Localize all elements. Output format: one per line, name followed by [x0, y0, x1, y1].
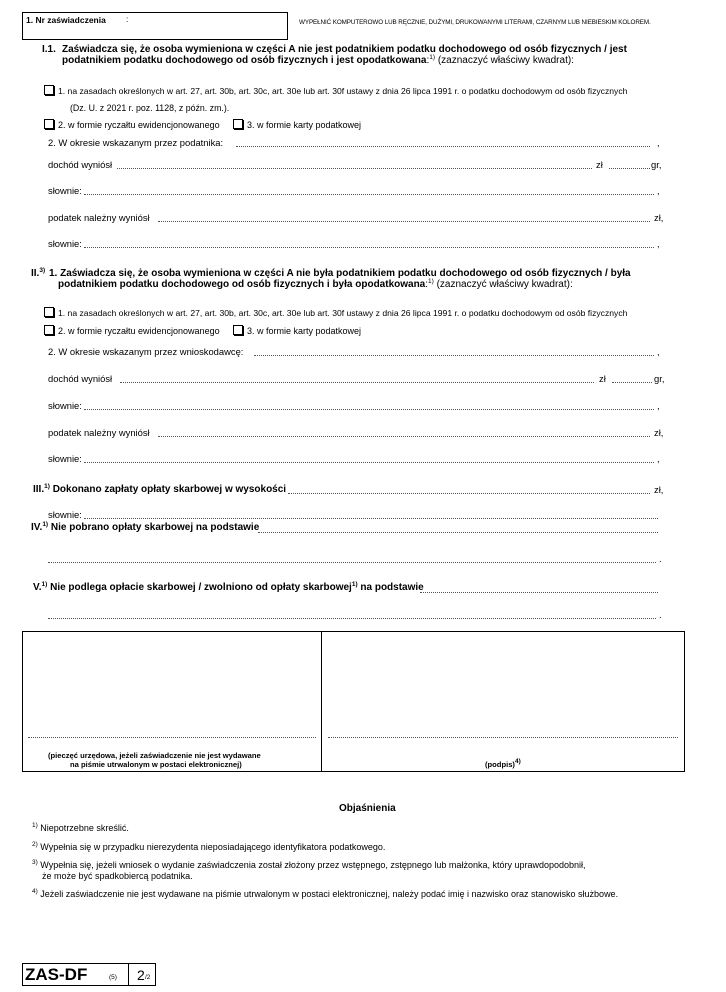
checkbox-icon[interactable]: [44, 325, 54, 335]
section5-basis-field-2[interactable]: [48, 618, 656, 619]
signature-line[interactable]: [328, 737, 678, 738]
filling-instruction: WYPEŁNIĆ KOMPUTEROWO LUB RĘCZNIE, DUŻYMI, DRUKOWANYMI LITERAMI, CZARNYM LUB NIEBIESKIM KOLOREM.: [299, 19, 651, 26]
stamp-caption-line1: (pieczęć urzędowa, jeżeli zaświadczenie nie jest wydawane: [48, 751, 261, 760]
section1-tax-label: podatek należny wyniósł: [48, 212, 150, 223]
section1-option3[interactable]: 3. w formie karty podatkowej: [233, 119, 361, 130]
stamp-line: [28, 737, 316, 738]
section1-option2[interactable]: 2. w formie ryczałtu ewidencjonowanego: [44, 119, 220, 130]
signature-box: [321, 631, 685, 772]
section3-words-field[interactable]: [84, 518, 658, 519]
checkbox-icon[interactable]: [233, 119, 243, 129]
note-item: $^{3)}$ Wypełnia się, jeżeli wniosek o wydanie zaświadczenia został złożony przez wstępnego, zstępnego lub małżonka, który uprawdopodobnił,: [32, 859, 586, 870]
stamp-caption-line2: na piśmie utrwalonym w postaci elektronicznej): [70, 760, 242, 769]
section2-option1[interactable]: 1. na zasadach określonych w art. 27, art. 30b, art. 30c, art. 30e lub art. 30f ustawy z dnia 26 lipca 1991 r. o podatku dochodowym od osób fizycznych: [44, 307, 627, 318]
section2-words1-label: słownie:: [48, 400, 82, 411]
note-item: $^{1)}$ Niepotrzebne skreślić.: [32, 822, 129, 833]
page-number: 2: [137, 967, 145, 983]
section2-tax-field[interactable]: [158, 436, 650, 437]
section1-words1-field[interactable]: [84, 194, 654, 195]
section2-income-label: dochód wyniósł: [48, 373, 113, 384]
form-code-box: [22, 963, 129, 986]
section1-words2-field[interactable]: [84, 247, 654, 248]
section2-title-line2: podatnikiem podatku dochodowego od osób fizycznych i była opodatkowana:$^{1)}$ (zaznaczyć właściwy kwadrat):: [58, 278, 573, 290]
form-version: (5): [109, 974, 117, 981]
section1-number: I.1.: [42, 44, 56, 55]
checkbox-icon[interactable]: [44, 85, 54, 95]
note-item: $^{4)}$ Jeżeli zaświadczenie nie jest wydawane na piśmie utrwalonym w postaci elektronicznej, należy podać imię i nazwisko oraz stanowisko służbowe.: [32, 888, 619, 899]
section1-income-field[interactable]: [117, 168, 592, 169]
note-item: $^{2)}$ Wypełnia się w przypadku nierezydenta nieposiadającego identyfikatora podatkowego.: [32, 841, 386, 852]
signature-caption: (podpis)$^{4)}$: [485, 758, 521, 769]
section5-title: V.$^{1)}$ Nie podlega opłacie skarbowej / zwolniono od opłaty skarbowej$^{1)}$ na podstawie: [33, 581, 424, 593]
section1-option1-ref: (Dz. U. z 2021 r. poz. 1128, z późn. zm.).: [70, 103, 230, 113]
section2-words1-field[interactable]: [84, 409, 654, 410]
section1-title-line1: Zaświadcza się, że osoba wymieniona w części A nie jest podatnikiem podatku dochodowego od osób fizycznych / jest: [62, 44, 627, 55]
checkbox-icon[interactable]: [44, 307, 54, 317]
certificate-number-label: 1. Nr zaświadczenia: [26, 15, 106, 25]
section2-number: II.$^{3)}$: [31, 267, 46, 279]
section1-words1-label: słownie:: [48, 185, 82, 196]
section2-income-field[interactable]: [120, 382, 594, 383]
checkbox-icon[interactable]: [233, 325, 243, 335]
section1-income-gr-field[interactable]: [609, 168, 650, 169]
section3-amount-field[interactable]: [288, 493, 650, 494]
section2-option2[interactable]: 2. w formie ryczałtu ewidencjonowanego: [44, 325, 220, 336]
section1-period-field[interactable]: [236, 146, 650, 147]
section2-words2-field[interactable]: [84, 462, 654, 463]
page-total: /2: [145, 974, 151, 981]
section1-tax-field[interactable]: [158, 221, 650, 222]
certificate-number-box: 1. Nr zaświadczenia :: [22, 12, 288, 40]
section2-period-label: 2. W okresie wskazanym przez wnioskodawcę:: [48, 346, 244, 357]
section3-words-label: słownie:: [48, 509, 82, 520]
section3-title: III.$^{1)}$ Dokonano zapłaty opłaty skarbowej w wysokości: [33, 483, 287, 495]
section1-words2-label: słownie:: [48, 238, 82, 249]
section2-option3[interactable]: 3. w formie karty podatkowej: [233, 325, 361, 336]
notes-title: Objaśnienia: [339, 803, 396, 814]
section2-tax-label: podatek należny wyniósł: [48, 427, 150, 438]
section2-words2-label: słownie:: [48, 453, 82, 464]
section1-period-label: 2. W okresie wskazanym przez podatnika:: [48, 137, 224, 148]
note-item-continued: że może być spadkobiercą podatnika.: [42, 871, 193, 881]
section2-period-field[interactable]: [254, 355, 654, 356]
form-code: ZAS-DF: [25, 965, 88, 984]
section2-title-line1: 1. Zaświadcza się, że osoba wymieniona w części A nie była podatnikiem podatku dochodowego od osób fizycznych / była: [49, 268, 631, 279]
section1-income-label: dochód wyniósł: [48, 159, 113, 170]
section2-income-gr-field[interactable]: [612, 382, 652, 383]
section5-basis-field[interactable]: [420, 592, 658, 593]
section4-basis-field-2[interactable]: [48, 562, 656, 563]
checkbox-icon[interactable]: [44, 119, 54, 129]
section4-title: IV.$^{1)}$ Nie pobrano opłaty skarbowej na podstawie: [31, 521, 260, 533]
section4-basis-field[interactable]: [258, 532, 658, 533]
section1-option1[interactable]: 1. na zasadach określonych w art. 27, art. 30b, art. 30c, art. 30e lub art. 30f ustawy z dnia 26 lipca 1991 r. o podatku dochodowym od osób fizycznych: [44, 85, 627, 96]
section1-title-line2: podatnikiem podatku dochodowego od osób fizycznych i jest opodatkowana:$^{1)}$ (zaznaczyć właściwy kwadrat):: [62, 54, 574, 66]
page-number-box: [128, 963, 156, 986]
